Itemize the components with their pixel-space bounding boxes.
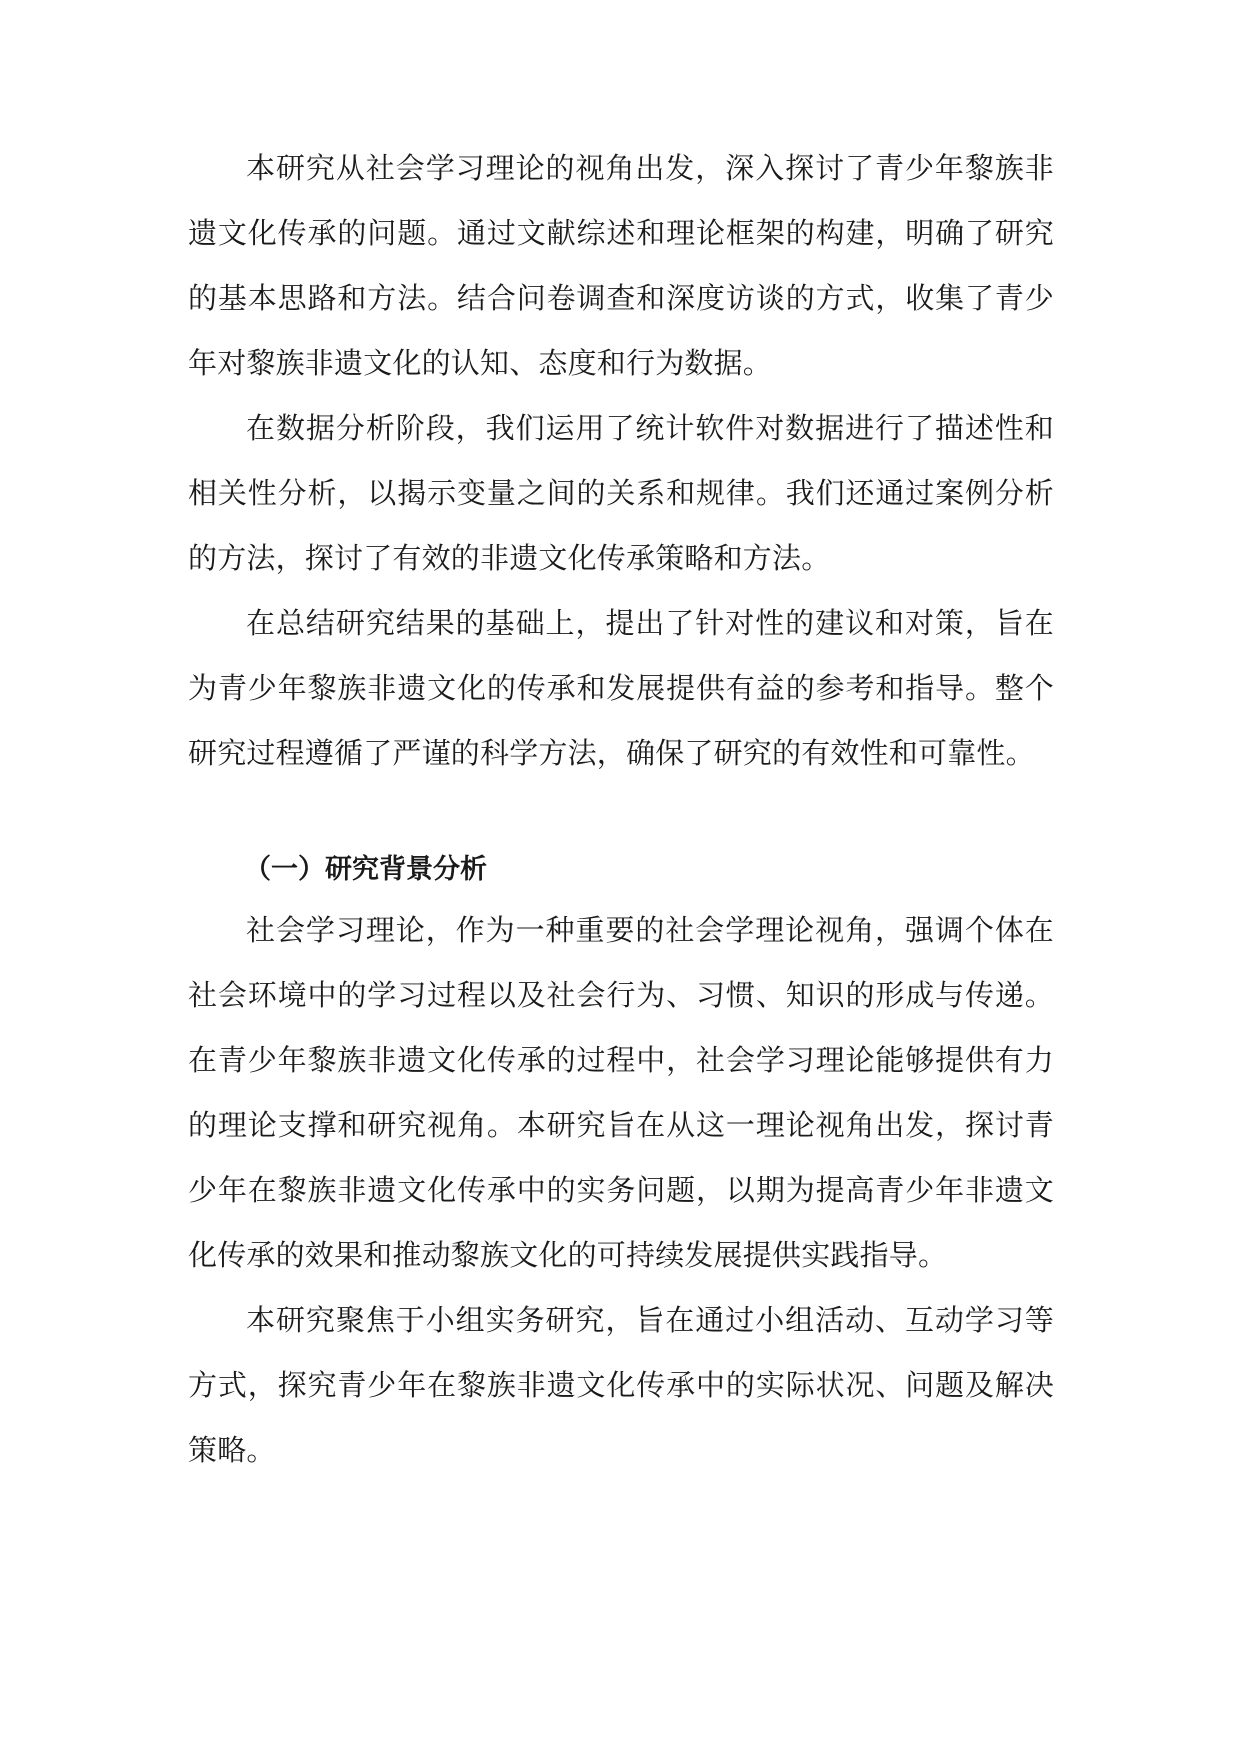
paragraph-background: 社会学习理论，作为一种重要的社会学理论视角，强调个体在社会环境中的学习过程以及社会行为、习惯、知识的形成与传递。在青少年黎族非遗文化传承的过程中，社会学习理论能够提供有力的理论支撑和研究视角。本研究旨在从这一理论视角出发，探讨青少年在黎族非遗文化传承中的实务问题，以期为提高青少年非遗文化传承的效果和推动黎族文化的可持续发展提供实践指导。	[188, 913, 1054, 1272]
document-body	[188, 136, 1054, 1483]
paragraph-group-practice: 本研究聚焦于小组实务研究，旨在通过小组活动、互动学习等方式，探究青少年在黎族非遗文化传承中的实际状况、问题及解决策略。	[188, 1303, 1054, 1467]
paragraph-data-analysis: 在数据分析阶段，我们运用了统计软件对数据进行了描述性和相关性分析，以揭示变量之间的关系和规律。我们还通过案例分析的方法，探讨了有效的非遗文化传承策略和方法。	[188, 411, 1054, 575]
section-heading: （一）研究背景分析	[244, 854, 487, 885]
paragraph-conclusion: 在总结研究结果的基础上，提出了针对性的建议和对策，旨在为青少年黎族非遗文化的传承和发展提供有益的参考和指导。整个研究过程遵循了严谨的科学方法，确保了研究的有效性和可靠性。	[188, 606, 1054, 770]
paragraph-research-overview: 本研究从社会学习理论的视角出发，深入探讨了青少年黎族非遗文化传承的问题。通过文献综述和理论框架的构建，明确了研究的基本思路和方法。结合问卷调查和深度访谈的方式，收集了青少年对黎族非遗文化的认知、态度和行为数据。	[188, 151, 1054, 380]
